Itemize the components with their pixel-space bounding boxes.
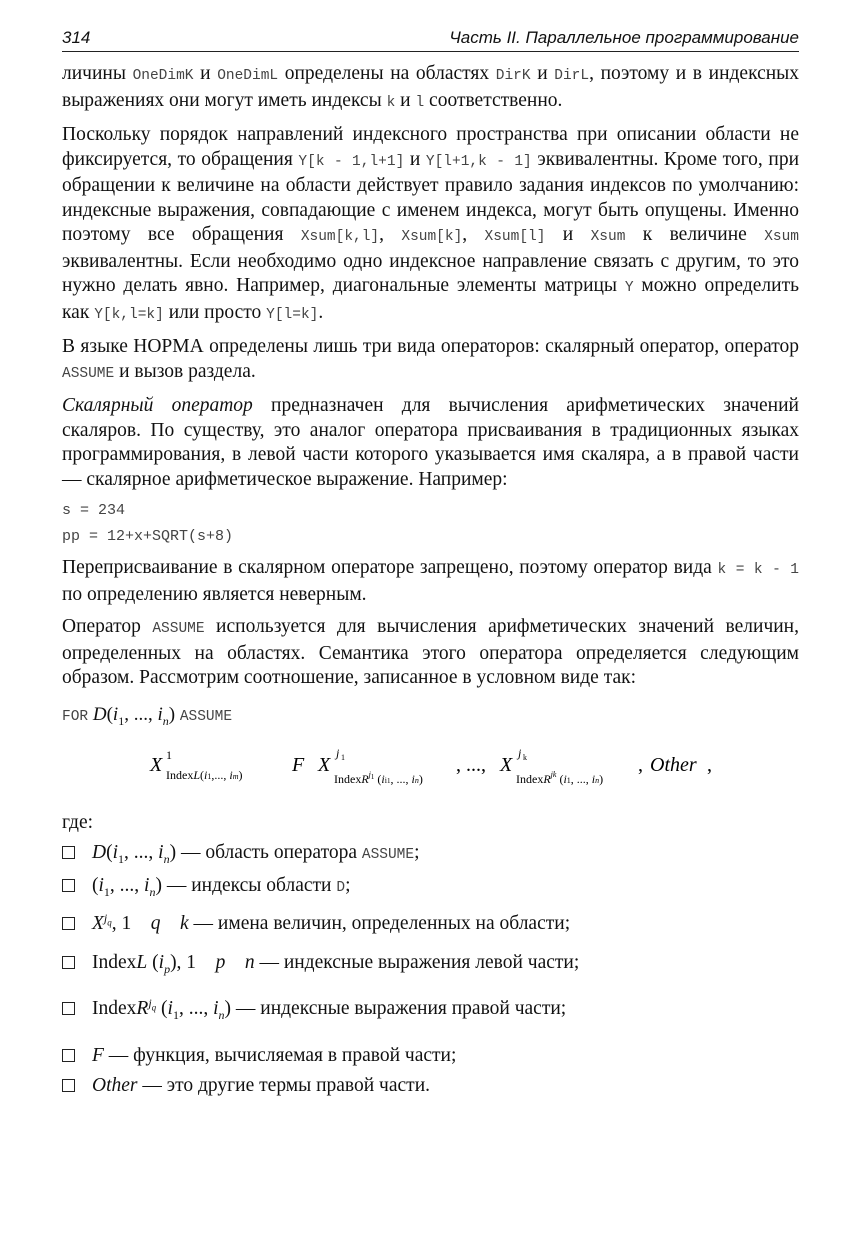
definition-list (62, 841, 799, 1099)
svg-text:k: k (523, 752, 527, 762)
running-title: Часть II. Параллельное программирование (449, 28, 799, 47)
book-page (62, 28, 799, 1099)
svg-text:1: 1 (341, 752, 345, 762)
list-item: $X^{j_q}$, 1 q k — имена величин, определенных на области; (62, 912, 799, 937)
list-item: Other — это другие термы правой части. (62, 1074, 799, 1099)
svg-text:IndexRj1 (ii1, ..., in): IndexR$^j$1 (ii1, ..., in) (334, 769, 423, 786)
assume-relation-formula (62, 735, 799, 793)
svg-text:IndexRjk (i1, ..., in): IndexR$^{jk}$ (i1, ..., in) (516, 769, 604, 786)
list-item: IndexR$^{j_q}$ ($i_1$, ..., $i_n$) — индексные выражения правой части; (62, 997, 799, 1022)
page-number: 314 (62, 28, 91, 47)
svg-text:j: j (518, 745, 522, 760)
checkbox-bullet-icon (62, 879, 75, 892)
svg-text:1: 1 (166, 747, 172, 762)
paragraph-3: В языке НОРМА определены лишь три вида операторов: скалярный оператор, оператор ASSUME и вызов раздела. (62, 336, 799, 382)
svg-text:X: X (500, 753, 513, 776)
where-label: где: (62, 811, 94, 833)
paragraph-2: Поскольку порядок направлений индексного пространства при описании области не фиксируется, то обращения Y[k - 1,l+1] и Y[l+1,k - 1] эквивалентны. Кроме того, при обращении к величине на области действует правило задания индексов по умолчанию: индексные выражения, совпадающие с именем индекса, могут быть опущены. Именно поэтому все обращения Xsum[k,l], Xsum[k], Xsum[l] и Xsum к величине Xsum эквивалентны. Если необходимо одно индексное направление связать с другим, то это нужно делать явно. Например, диагональные элементы матрицы Y можно определить как Y[k,l=k] или просто Y[l=k]. (62, 124, 800, 323)
code-example (62, 500, 799, 548)
assume-relation-svg (62, 735, 799, 793)
paragraph-5: Переприсваивание в скалярном операторе запрещено, поэтому оператор вида k = k - 1 по определению является неверным. (62, 557, 799, 605)
svg-text:Other: Other (650, 753, 697, 776)
code-line-2: pp = 12+x+SQRT(s+8) (62, 528, 234, 545)
list-item: F — функция, вычисляемая в правой части; (62, 1044, 799, 1069)
for-assume-formula: FOR $D(i_1$, ..., $i_n$) ASSUME (62, 703, 233, 728)
svg-text:IndexL(i1,..., im): IndexL(i1,..., im) (166, 767, 243, 782)
list-item: IndexL $(i_p)$, 1 p n — индексные выражения левой части; (62, 951, 799, 976)
paragraph-6: Оператор ASSUME используется для вычисления арифметических значений величин, определенных на областях. Семантика этого оператора определяется следующим образом. Рассмотрим соотношение, записанное в условном виде так: (62, 616, 799, 688)
code-line-1: s = 234 (62, 502, 126, 519)
checkbox-bullet-icon (62, 917, 75, 930)
svg-text:F: F (292, 753, 305, 776)
svg-text:, ...,: , ..., (456, 753, 486, 776)
checkbox-bullet-icon (62, 956, 75, 969)
list-item: $D(i_1$, ..., $i_n$) — область оператора ASSUME; (62, 841, 799, 868)
svg-text:,: , (707, 753, 712, 776)
checkbox-bullet-icon (62, 1002, 75, 1015)
list-item: ($i_1$, ..., $i_n$) — индексы области D; (62, 874, 799, 901)
svg-text:X: X (318, 753, 331, 776)
svg-text:,: , (638, 753, 643, 776)
running-header (62, 28, 799, 52)
paragraph-1: личины OneDimK и OneDimL определены на областях DirK и DirL, поэтому и в индексных выражениях они могут иметь индексы k и l соответственно. (62, 63, 800, 111)
svg-text:X: X (150, 753, 163, 776)
checkbox-bullet-icon (62, 1049, 75, 1062)
checkbox-bullet-icon (62, 1079, 75, 1092)
svg-text:j: j (336, 745, 340, 760)
checkbox-bullet-icon (62, 846, 75, 859)
paragraph-4: Скалярный оператор предназначен для вычисления арифметических значений скаляров. По существу, это аналог оператора присваивания в традиционных языках программирования, в левой части которого указывается имя скаляра, а в правой части — скалярное арифметическое выражение. Например: (62, 395, 799, 490)
